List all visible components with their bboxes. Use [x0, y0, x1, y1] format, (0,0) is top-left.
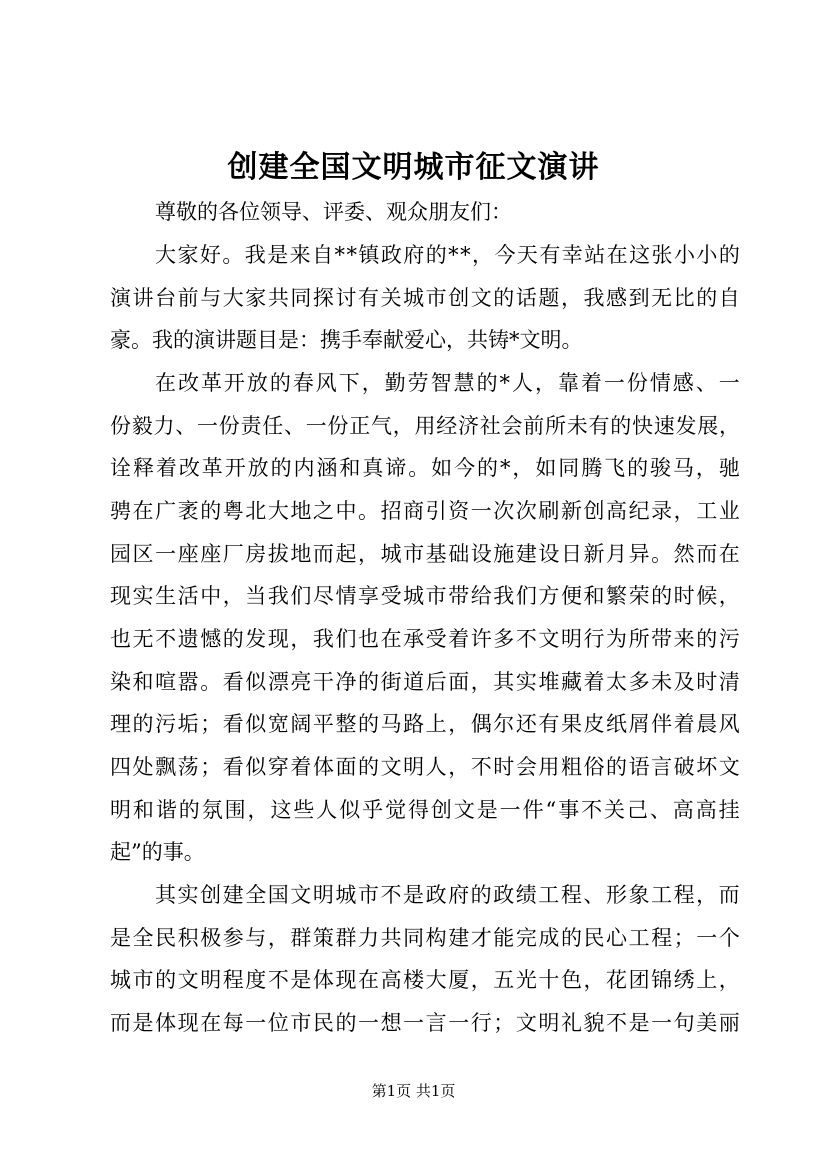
paragraph-line: 起”的事。 [110, 840, 205, 864]
page-footer: 第1页 共1页 [371, 1082, 456, 1100]
paragraph-line: 理 的 污 垢 ； 看 似 宽 阔 平 整 的 马 路 上 ， 偶 尔 还 有 果 皮 纸 屑 伴 着 晨 风 [110, 712, 740, 736]
paragraph-line: 园 区 一 座 座 厂 房 拔 地 而 起 ， 城 市 基 础 设 施 建 设 日 新 月 异 。 然 而 在 [110, 542, 740, 566]
paragraph-line: 现 实 生 活 中 ， 当 我 们 尽 情 享 受 城 市 带 给 我 们 方 便 和 繁 荣 的 时 候 ， [110, 584, 740, 608]
paragraph-line: 份 毅 力 、 一 份 责 任 、 一 份 正 气 ， 用 经 济 社 会 前 所 未 有 的 快 速 发 展 ， [110, 414, 740, 438]
paragraph-line: 其 实 创 建 全 国 文 明 城 市 不 是 政 府 的 政 绩 工 程 、 形 象 工 程 ， 而 [155, 883, 740, 907]
paragraph-line: 在 改 革 开 放 的 春 风 下 ， 勤 劳 智 慧 的 * 人 ， 靠 着 一 份 情 感 、 一 [155, 371, 740, 395]
paragraph-line: 是 全 民 积 极 参 与 ， 群 策 群 力 共 同 构 建 才 能 完 成 的 民 心 工 程 ； 一 个 [110, 926, 740, 950]
paragraph-line: 演 讲 台 前 与 大 家 共 同 探 讨 有 关 城 市 创 文 的 话 题 ， 我 感 到 无 比 的 自 [110, 286, 740, 310]
paragraph-line: 骋 在 广 袤 的 粤 北 大 地 之 中 。 招 商 引 资 一 次 次 刷 新 创 高 纪 录 ， 工 业 [110, 499, 740, 523]
paragraph-line: 城 市 的 文 明 程 度 不 是 体 现 在 高 楼 大 厦 ， 五 光 十 色 ， 花 团 锦 绣 上 ， [110, 968, 740, 992]
paragraph-line: 而 是 体 现 在 每 一 位 市 民 的 一 想 一 言 一 行 ； 文 明 礼 貌 不 是 一 句 美 丽 [110, 1011, 740, 1035]
salutation-line: 尊敬的各位领导、评委、观众朋友们： [155, 200, 512, 224]
paragraph-line: 也 无 不 遗 憾 的 发 现 ， 我 们 也 在 承 受 着 许 多 不 文 明 行 为 所 带 来 的 污 [110, 627, 740, 651]
paragraph-line: 染 和 喧 嚣 。 看 似 漂 亮 干 净 的 街 道 后 面 ， 其 实 堆 藏 着 太 多 未 及 时 清 [110, 670, 740, 694]
paragraph-line: 诠 释 着 改 革 开 放 的 内 涵 和 真 谛 。 如 今 的 * ， 如 同 腾 飞 的 骏 马 ， 驰 [110, 456, 740, 480]
paragraph-line: 豪。我的演讲题目是：携手奉献爱心，共铸*文明。 [110, 328, 583, 352]
paragraph-line: 明 和 谐 的 氛 围 ， 这 些 人 似 乎 觉 得 创 文 是 一 件 “ 事 不 关 己 、 高 高 挂 [110, 798, 740, 822]
paragraph-line: 大 家 好 。 我 是 来 自 * * 镇 政 府 的 * * ， 今 天 有 幸 站 在 这 张 小 小 的 [155, 243, 740, 267]
document-title: 创建全国文明城市征文演讲 [227, 150, 600, 185]
paragraph-line: 四 处 飘 荡 ； 看 似 穿 着 体 面 的 文 明 人 ， 不 时 会 用 粗 俗 的 语 言 破 坏 文 [110, 755, 740, 779]
